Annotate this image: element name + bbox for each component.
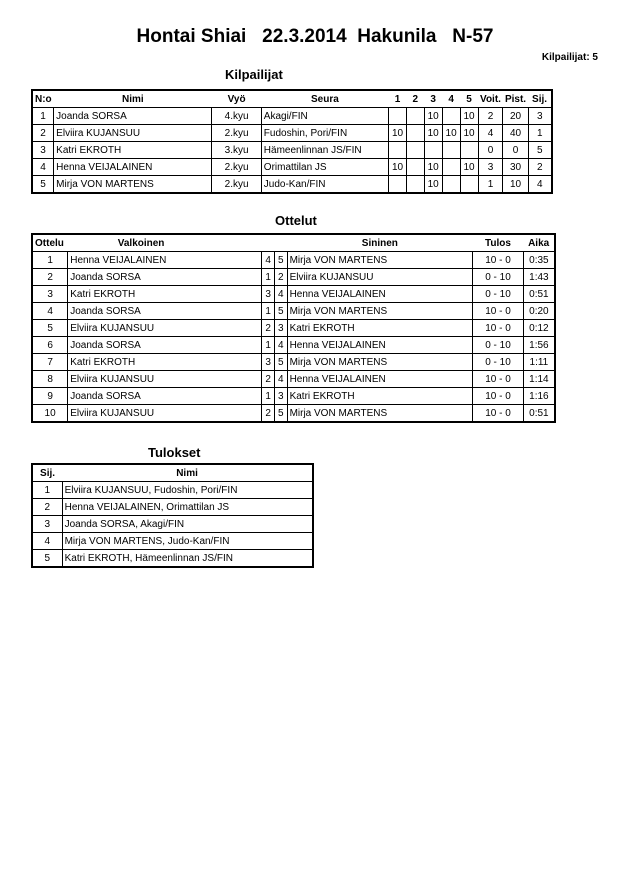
table-cell: 2 bbox=[274, 269, 287, 286]
competitors-section-title: Kilpailijat bbox=[225, 67, 283, 82]
table-cell bbox=[389, 142, 407, 159]
table-cell: 3 bbox=[32, 142, 54, 159]
table-cell: Henna VEIJALAINEN bbox=[287, 337, 473, 354]
table-cell: 2 bbox=[262, 320, 275, 337]
table-cell: 1:16 bbox=[523, 388, 555, 405]
table-row bbox=[32, 405, 555, 423]
table-cell: 10 - 0 bbox=[473, 388, 524, 405]
table-cell: 4 bbox=[32, 303, 68, 320]
col-header: Nimi bbox=[62, 464, 313, 482]
table-cell: 4 bbox=[262, 252, 275, 269]
table-cell: 10 bbox=[442, 125, 460, 142]
table-cell: Mirja VON MARTENS bbox=[287, 354, 473, 371]
table-cell: Joanda SORSA bbox=[68, 269, 262, 286]
table-cell: Elviira KUJANSUU, Fudoshin, Pori/FIN bbox=[62, 482, 313, 499]
col-header: N:o bbox=[32, 90, 54, 108]
table-cell: 10 bbox=[460, 125, 478, 142]
table-cell: Katri EKROTH bbox=[68, 354, 262, 371]
table-cell bbox=[406, 125, 424, 142]
table-cell: 2 bbox=[262, 405, 275, 423]
col-header: Seura bbox=[261, 90, 388, 108]
table-cell: 4 bbox=[32, 159, 54, 176]
table-cell: 4.kyu bbox=[212, 108, 261, 125]
table-cell: 5 bbox=[274, 303, 287, 320]
table-cell: Elviira KUJANSUU bbox=[54, 125, 212, 142]
table-row bbox=[32, 108, 552, 125]
table-cell: 10 bbox=[32, 405, 68, 423]
table-cell: Hämeenlinnan JS/FIN bbox=[261, 142, 388, 159]
table-cell bbox=[406, 142, 424, 159]
table-cell: 10 bbox=[424, 159, 442, 176]
table-cell: 10 - 0 bbox=[473, 371, 524, 388]
table-cell: Mirja VON MARTENS, Judo-Kan/FIN bbox=[62, 533, 313, 550]
table-cell bbox=[442, 176, 460, 194]
col-header: 1 bbox=[389, 90, 407, 108]
table-row bbox=[32, 176, 552, 194]
table-cell: 10 - 0 bbox=[473, 405, 524, 423]
table-cell: Katri EKROTH bbox=[54, 142, 212, 159]
table-cell: 1 bbox=[478, 176, 503, 194]
table-cell: Henna VEIJALAINEN bbox=[68, 252, 262, 269]
table-row bbox=[32, 516, 313, 533]
table-cell: 0 bbox=[503, 142, 528, 159]
table-cell: 5 bbox=[274, 252, 287, 269]
table-cell: Mirja VON MARTENS bbox=[287, 252, 473, 269]
col-header: 2 bbox=[406, 90, 424, 108]
table-cell: 10 bbox=[460, 159, 478, 176]
table-cell bbox=[424, 142, 442, 159]
table-cell: 10 bbox=[389, 125, 407, 142]
table-cell: 3 bbox=[528, 108, 552, 125]
table-row bbox=[32, 142, 552, 159]
table-cell: 0:51 bbox=[523, 286, 555, 303]
table-cell: 1 bbox=[262, 269, 275, 286]
table-cell: 1:11 bbox=[523, 354, 555, 371]
table-cell: 1 bbox=[32, 252, 68, 269]
table-row bbox=[32, 320, 555, 337]
table-cell: Elviira KUJANSUU bbox=[287, 269, 473, 286]
table-cell: 5 bbox=[32, 176, 54, 194]
table-cell: 3.kyu bbox=[212, 142, 261, 159]
table-row bbox=[32, 125, 552, 142]
table-cell: 30 bbox=[503, 159, 528, 176]
table-cell bbox=[460, 142, 478, 159]
table-cell: 4 bbox=[478, 125, 503, 142]
table-cell: 2.kyu bbox=[212, 159, 261, 176]
table-cell: Joanda SORSA, Akagi/FIN bbox=[62, 516, 313, 533]
table-cell: 3 bbox=[478, 159, 503, 176]
table-cell: Fudoshin, Pori/FIN bbox=[261, 125, 388, 142]
table-cell: 3 bbox=[262, 286, 275, 303]
table-row bbox=[32, 286, 555, 303]
table-cell: 0:20 bbox=[523, 303, 555, 320]
table-row bbox=[32, 252, 555, 269]
col-header: 4 bbox=[442, 90, 460, 108]
table-row bbox=[32, 550, 313, 568]
page-title: Hontai Shiai 22.3.2014 Hakunila N-57 bbox=[136, 26, 494, 47]
results-header-row bbox=[32, 464, 313, 482]
table-cell: 1 bbox=[262, 388, 275, 405]
table-cell: Elviira KUJANSUU bbox=[68, 320, 262, 337]
table-row bbox=[32, 533, 313, 550]
table-cell: 6 bbox=[32, 337, 68, 354]
table-cell: Katri EKROTH, Hämeenlinnan JS/FIN bbox=[62, 550, 313, 568]
table-cell: 40 bbox=[503, 125, 528, 142]
col-header: Valkoinen bbox=[68, 234, 262, 252]
table-cell: 4 bbox=[274, 371, 287, 388]
table-cell: 9 bbox=[32, 388, 68, 405]
col-header: Aika bbox=[523, 234, 555, 252]
table-cell: Joanda SORSA bbox=[54, 108, 212, 125]
table-cell: 1:14 bbox=[523, 371, 555, 388]
table-cell: Katri EKROTH bbox=[287, 388, 473, 405]
table-cell: 2 bbox=[262, 371, 275, 388]
table-cell bbox=[389, 108, 407, 125]
table-cell: 5 bbox=[274, 405, 287, 423]
table-cell: 5 bbox=[32, 550, 62, 568]
col-header: 3 bbox=[424, 90, 442, 108]
table-cell bbox=[406, 108, 424, 125]
col-header: Voit. bbox=[478, 90, 503, 108]
table-cell: Mirja VON MARTENS bbox=[287, 405, 473, 423]
table-cell: Mirja VON MARTENS bbox=[287, 303, 473, 320]
matches-table bbox=[31, 233, 556, 423]
table-cell: 3 bbox=[262, 354, 275, 371]
col-header: 5 bbox=[460, 90, 478, 108]
table-row bbox=[32, 354, 555, 371]
table-cell: 5 bbox=[528, 142, 552, 159]
table-cell: 8 bbox=[32, 371, 68, 388]
table-cell: 4 bbox=[32, 533, 62, 550]
table-cell bbox=[406, 176, 424, 194]
col-header: Sij. bbox=[528, 90, 552, 108]
table-cell: 3 bbox=[32, 516, 62, 533]
table-cell: 4 bbox=[274, 337, 287, 354]
table-cell bbox=[442, 108, 460, 125]
competitors-header-row bbox=[32, 90, 552, 108]
table-cell: 1 bbox=[528, 125, 552, 142]
table-cell: 0 - 10 bbox=[473, 337, 524, 354]
table-cell: Elviira KUJANSUU bbox=[68, 405, 262, 423]
table-cell: 2.kyu bbox=[212, 176, 261, 194]
table-cell: Joanda SORSA bbox=[68, 337, 262, 354]
table-cell bbox=[389, 176, 407, 194]
table-row bbox=[32, 371, 555, 388]
table-cell: 20 bbox=[503, 108, 528, 125]
table-cell: 0 - 10 bbox=[473, 269, 524, 286]
table-cell: Orimattilan JS bbox=[261, 159, 388, 176]
col-header: Vyö bbox=[212, 90, 261, 108]
table-cell: Mirja VON MARTENS bbox=[54, 176, 212, 194]
table-row bbox=[32, 303, 555, 320]
table-cell: 1 bbox=[262, 337, 275, 354]
results-section-title: Tulokset bbox=[148, 445, 201, 460]
table-cell: Judo-Kan/FIN bbox=[261, 176, 388, 194]
matches-header-row bbox=[32, 234, 555, 252]
table-cell: Joanda SORSA bbox=[68, 303, 262, 320]
table-cell: 3 bbox=[274, 320, 287, 337]
table-cell: Henna VEIJALAINEN, Orimattilan JS bbox=[62, 499, 313, 516]
table-cell: 0 bbox=[478, 142, 503, 159]
competitors-count: Kilpailijat: 5 bbox=[541, 52, 598, 63]
col-header: Nimi bbox=[54, 90, 212, 108]
table-cell: 2 bbox=[32, 499, 62, 516]
table-cell: 10 - 0 bbox=[473, 303, 524, 320]
competitors-table bbox=[31, 89, 553, 194]
table-cell: Akagi/FIN bbox=[261, 108, 388, 125]
table-cell: 2.kyu bbox=[212, 125, 261, 142]
table-cell: Joanda SORSA bbox=[68, 388, 262, 405]
table-cell: 5 bbox=[274, 354, 287, 371]
table-cell: 5 bbox=[32, 320, 68, 337]
table-cell: 0:51 bbox=[523, 405, 555, 423]
table-cell: 1 bbox=[262, 303, 275, 320]
table-cell: 0:35 bbox=[523, 252, 555, 269]
table-cell: Henna VEIJALAINEN bbox=[54, 159, 212, 176]
table-cell: Katri EKROTH bbox=[287, 320, 473, 337]
table-cell: Elviira KUJANSUU bbox=[68, 371, 262, 388]
col-header: Tulos bbox=[473, 234, 524, 252]
matches-section-title: Ottelut bbox=[275, 213, 317, 228]
table-cell: 10 - 0 bbox=[473, 252, 524, 269]
table-cell: 2 bbox=[478, 108, 503, 125]
table-cell: 4 bbox=[274, 286, 287, 303]
table-cell: 0:12 bbox=[523, 320, 555, 337]
table-cell: Katri EKROTH bbox=[68, 286, 262, 303]
table-cell: Henna VEIJALAINEN bbox=[287, 371, 473, 388]
table-cell bbox=[406, 159, 424, 176]
table-cell: 0 - 10 bbox=[473, 354, 524, 371]
table-cell: Henna VEIJALAINEN bbox=[287, 286, 473, 303]
table-cell bbox=[460, 176, 478, 194]
table-row bbox=[32, 159, 552, 176]
table-cell: 10 bbox=[389, 159, 407, 176]
table-cell: 10 - 0 bbox=[473, 320, 524, 337]
table-cell: 7 bbox=[32, 354, 68, 371]
col-header: Pist. bbox=[503, 90, 528, 108]
table-row bbox=[32, 337, 555, 354]
col-header: Sininen bbox=[287, 234, 473, 252]
col-header: Ottelu bbox=[32, 234, 68, 252]
table-cell: 10 bbox=[424, 108, 442, 125]
table-cell: 4 bbox=[528, 176, 552, 194]
table-cell: 10 bbox=[460, 108, 478, 125]
table-cell: 10 bbox=[424, 125, 442, 142]
table-cell: 10 bbox=[503, 176, 528, 194]
table-cell: 1 bbox=[32, 108, 54, 125]
table-cell: 2 bbox=[528, 159, 552, 176]
table-row bbox=[32, 269, 555, 286]
table-cell: 1 bbox=[32, 482, 62, 499]
table-cell: 1:56 bbox=[523, 337, 555, 354]
table-row bbox=[32, 482, 313, 499]
col-header: Sij. bbox=[32, 464, 62, 482]
results-table bbox=[31, 463, 314, 568]
table-row bbox=[32, 499, 313, 516]
table-cell bbox=[442, 142, 460, 159]
table-cell: 2 bbox=[32, 269, 68, 286]
table-cell bbox=[442, 159, 460, 176]
table-cell: 2 bbox=[32, 125, 54, 142]
table-cell: 1:43 bbox=[523, 269, 555, 286]
table-row bbox=[32, 388, 555, 405]
table-cell: 10 bbox=[424, 176, 442, 194]
table-cell: 0 - 10 bbox=[473, 286, 524, 303]
table-cell: 3 bbox=[274, 388, 287, 405]
table-cell: 3 bbox=[32, 286, 68, 303]
